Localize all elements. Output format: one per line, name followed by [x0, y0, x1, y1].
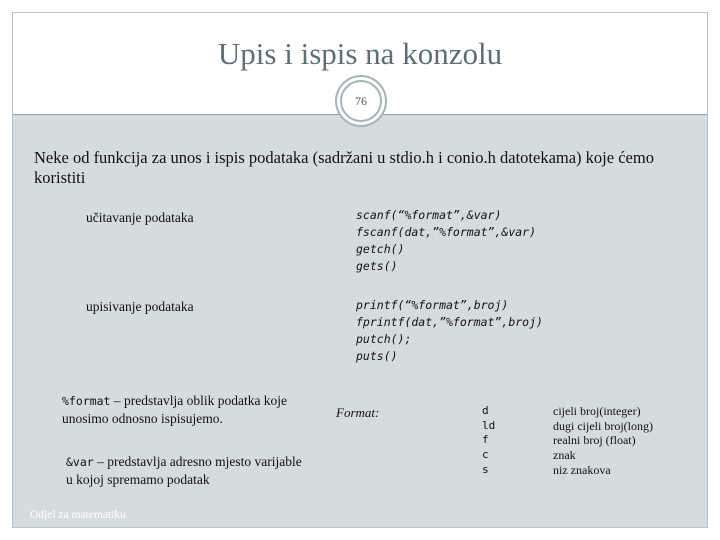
format-meaning: cijeli broj(integer): [553, 404, 641, 418]
output-function: fprintf(dat,”%format”,broj): [356, 315, 543, 329]
var-code: &var: [66, 455, 94, 469]
format-description: [62, 392, 334, 428]
output-section-label: upisivanje podataka: [86, 299, 194, 314]
format-meaning: dugi cijeli broj(long): [553, 418, 653, 433]
input-function: gets(): [356, 259, 398, 273]
format-specifier: ld: [482, 418, 496, 432]
format-specifier: c: [482, 448, 489, 462]
input-section-label: učitavanje podataka: [86, 210, 194, 225]
format-meaning: niz znakova: [553, 462, 611, 477]
footer-text: Odjel za matematiku: [30, 509, 126, 521]
format-specifier: s: [482, 462, 489, 476]
intro-text: Neke od funkcija za unos i ispis podataka (sadržani u stdio.h i conio.h datotekama) koje ćemo koristiti: [34, 148, 654, 187]
output-function: printf(“%format”,broj): [356, 298, 509, 312]
format-code: %format: [62, 394, 111, 408]
format-specifier: f: [482, 433, 489, 447]
var-description: [66, 453, 306, 489]
format-description-text: – predstavlja oblik podatka koje unosimo odnosno ispisujemo.: [62, 393, 288, 426]
input-function: scanf(“%format”,&var): [356, 208, 502, 222]
format-specifier: d: [482, 404, 489, 417]
slide-title: Upis i ispis na konzolu: [217, 36, 503, 71]
output-functions-list: [356, 297, 543, 365]
input-functions-list: [356, 207, 536, 275]
input-function: getch(): [356, 242, 405, 256]
format-table-heading: Format:: [336, 405, 380, 420]
page-number-badge: 76: [340, 80, 382, 122]
format-meaning: znak: [553, 448, 576, 463]
output-function: puts(): [356, 349, 398, 363]
format-specifiers: [482, 404, 495, 478]
format-meaning: realni broj (float): [553, 433, 636, 448]
output-function: putch();: [356, 332, 412, 346]
input-function: fscanf(dat,”%format”,&var): [356, 225, 537, 239]
var-description-text: – predstavlja adresno mjesto varijable u kojoj spremamo podatak: [66, 454, 302, 487]
format-meanings: [553, 404, 653, 478]
